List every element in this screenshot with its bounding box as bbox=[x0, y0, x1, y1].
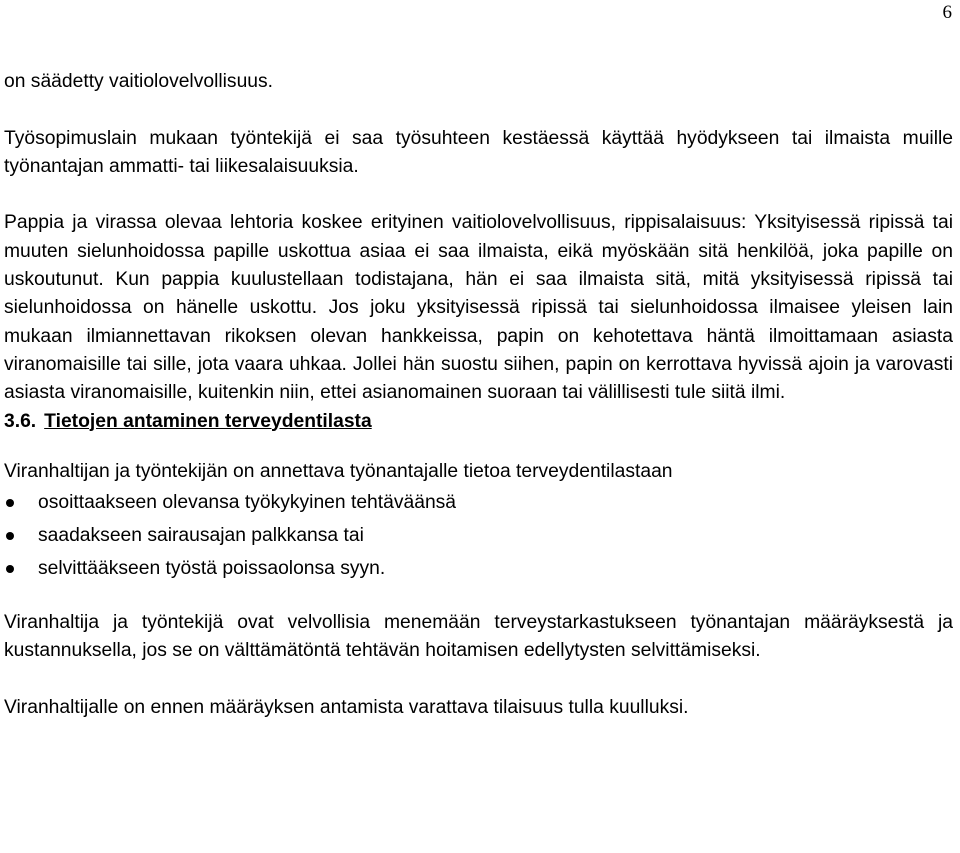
list-item-text: osoittaakseen olevansa työkykyinen tehtäväänsä bbox=[38, 492, 457, 514]
paragraph-confession-secret: Pappia ja virassa olevaa lehtoria koskee erityinen vaitiolovelvollisuus, rippisalaisuus: Yksityisessä ripissä tai muuten sielunhoidossa papille uskottua asiaa ei saa ilmaista, eikä myöskään sitä henkilöä, joka papille on uskoutunut. Kun pappia kuulustellaan todistajana, hän ei saa ilmaista sitä, mitä yksityisessä ripissä tai sielunhoidossa on hänelle uskottu. Jos joku yksityisessä ripissä tai sielunhoidossa ilmaisee yleisen lain mukaan ilmiannettavan rikoksen olevan hankkeissa, papin on kehotettava häntä ilmoittamaan asiasta viranomaisille tai sille, jota vaara uhkaa. Jollei hän suostu siihen, papin on kerrottava hyvissä ajoin ja varovasti asiasta viranomaisille, kuitenkin niin, ettei asianomainen suoraan tai välillisesti tule siitä ilmi. bbox=[4, 212, 953, 404]
page-number: 6 bbox=[942, 2, 952, 23]
bullet-icon bbox=[6, 565, 14, 573]
paragraph-confidentiality-end: on säädetty vaitiolovelvollisuus. bbox=[4, 71, 274, 92]
bullet-icon bbox=[6, 499, 14, 507]
section-number: 3.6. bbox=[4, 410, 37, 432]
paragraph-health-examination: Viranhaltija ja työntekijä ovat velvollisia menemään terveystarkastukseen työnantajan määräyksestä ja kustannuksella, jos se on välttämätöntä tehtävän hoitamisen edellytysten selvittämiseksi. bbox=[4, 612, 953, 662]
section-heading bbox=[4, 408, 953, 436]
section-title: Tietojen antaminen terveydentilasta bbox=[44, 410, 372, 432]
bullet-list bbox=[4, 486, 953, 585]
list-item bbox=[4, 552, 953, 585]
list-item-text: selvittääkseen työstä poissaolonsa syyn. bbox=[38, 558, 386, 580]
list-item bbox=[4, 519, 953, 552]
section-intro: Viranhaltijan ja työntekijän on annettava työnantajalle tietoa terveydentilastaan bbox=[4, 460, 673, 482]
paragraph-employment-contract-act: Työsopimuslain mukaan työntekijä ei saa työsuhteen kestäessä käyttää hyödykseen tai ilmaista muille työnantajan ammatti- tai liikesalaisuuksia. bbox=[4, 127, 953, 177]
list-item bbox=[4, 486, 953, 519]
list-item-text: saadakseen sairausajan palkkansa tai bbox=[38, 525, 364, 547]
paragraph-right-to-be-heard: Viranhaltijalle on ennen määräyksen antamista varattava tilaisuus tulla kuulluksi. bbox=[4, 697, 689, 719]
document-body bbox=[4, 68, 953, 722]
bullet-icon bbox=[6, 532, 14, 540]
